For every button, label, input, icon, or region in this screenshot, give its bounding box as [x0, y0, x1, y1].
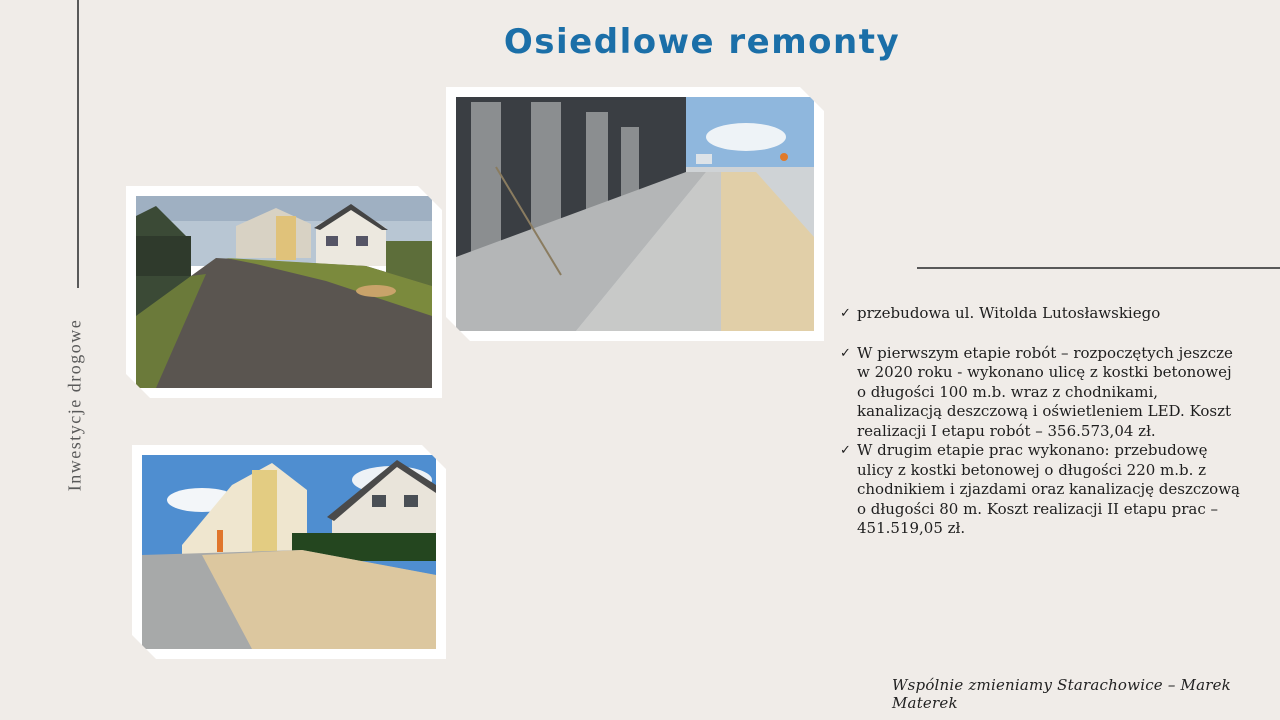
- checkmark-icon: ✓: [840, 306, 851, 321]
- photo-new-sidewalk: [446, 87, 824, 341]
- section-label: Inwestycje drogowe: [64, 318, 85, 492]
- horizontal-divider-line: [917, 267, 1280, 269]
- photo-before-road: [126, 186, 442, 398]
- sidewalk-illustration: [456, 97, 814, 331]
- list-item: ✓ W pierwszym etapie robót – rozpoczętych jeszcze w 2020 roku - wykonano ulicę z kostki betonowej o długości 100 m.b. wraz z chodnikami, kanalizacją deszczową i oświetleniem LED. Koszt realizacji I etapu robót – 356.573,04 zł.: [840, 343, 1233, 440]
- checkmark-icon: ✓: [840, 443, 851, 458]
- photo-street-houses: [132, 445, 446, 659]
- street-illustration: [142, 455, 436, 649]
- road-before-illustration: [136, 196, 432, 388]
- list-spacer: [840, 324, 1240, 344]
- checkmark-icon: ✓: [840, 345, 851, 361]
- list-item: ✓ przebudowa ul. Witolda Lutosławskiego: [840, 304, 1161, 322]
- footer-signature: Wspólnie zmieniamy Starachowice – Marek Materek: [892, 676, 1231, 712]
- slide-title: Osiedlowe remonty: [503, 22, 901, 62]
- description-list: [840, 304, 1240, 539]
- list-item: ✓ W drugim etapie prac wykonano: przebudowę ulicy z kostki betonowej o długości 220 m.b. z chodnikiem i zjazdami oraz kanalizację deszczową o długości 80 m. Koszt realizacji II etapu prac – 451.519,05 zł.: [840, 441, 1240, 537]
